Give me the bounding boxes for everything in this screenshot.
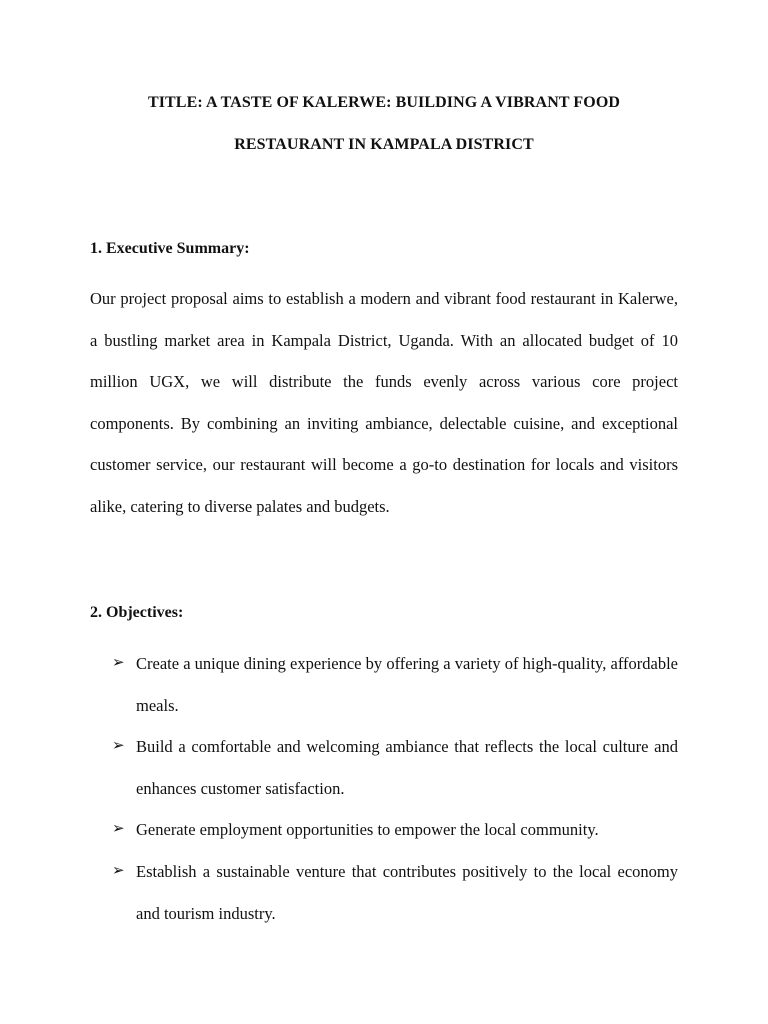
list-item [90, 726, 678, 809]
list-item [90, 809, 678, 851]
objective-text: Create a unique dining experience by offering a variety of high-quality, affordable meals. [136, 654, 678, 715]
document-title-line-1: TITLE: A TASTE OF KALERWE: BUILDING A VIBRANT FOOD [147, 94, 621, 111]
objective-text: Establish a sustainable venture that contributes positively to the local economy and tourism industry. [136, 861, 678, 923]
arrowhead-bullet-icon: ➢ [112, 821, 125, 838]
document-title-line-2: RESTAURANT IN KAMPALA DISTRICT [234, 136, 534, 153]
arrowhead-bullet-icon: ➢ [112, 862, 125, 879]
executive-summary-heading: 1. Executive Summary: [90, 240, 250, 257]
objective-text: Build a comfortable and welcoming ambiance that reflects the local culture and enhances customer satisfaction. [136, 737, 678, 798]
objectives-list [90, 643, 678, 934]
objectives-heading: 2. Objectives: [90, 604, 184, 621]
executive-summary-paragraph: Our project proposal aims to establish a modern and vibrant food restaurant in Kalerwe, a bustling market area in Kampala District, Uganda. With an allocated budget of 10 million UGX, we will distribute the funds evenly across various core project components. By combining an inviting ambiance, delectable cuisine, and exceptional customer service, our restaurant will become a go-to destination for locals and visitors alike, catering to diverse palates and budgets. [90, 289, 678, 516]
objective-text: Generate employment opportunities to empower the local community. [136, 820, 599, 840]
arrowhead-bullet-icon: ➢ [112, 738, 125, 755]
arrowhead-bullet-icon: ➢ [112, 655, 125, 671]
list-item [90, 643, 678, 726]
list-item [90, 851, 678, 934]
